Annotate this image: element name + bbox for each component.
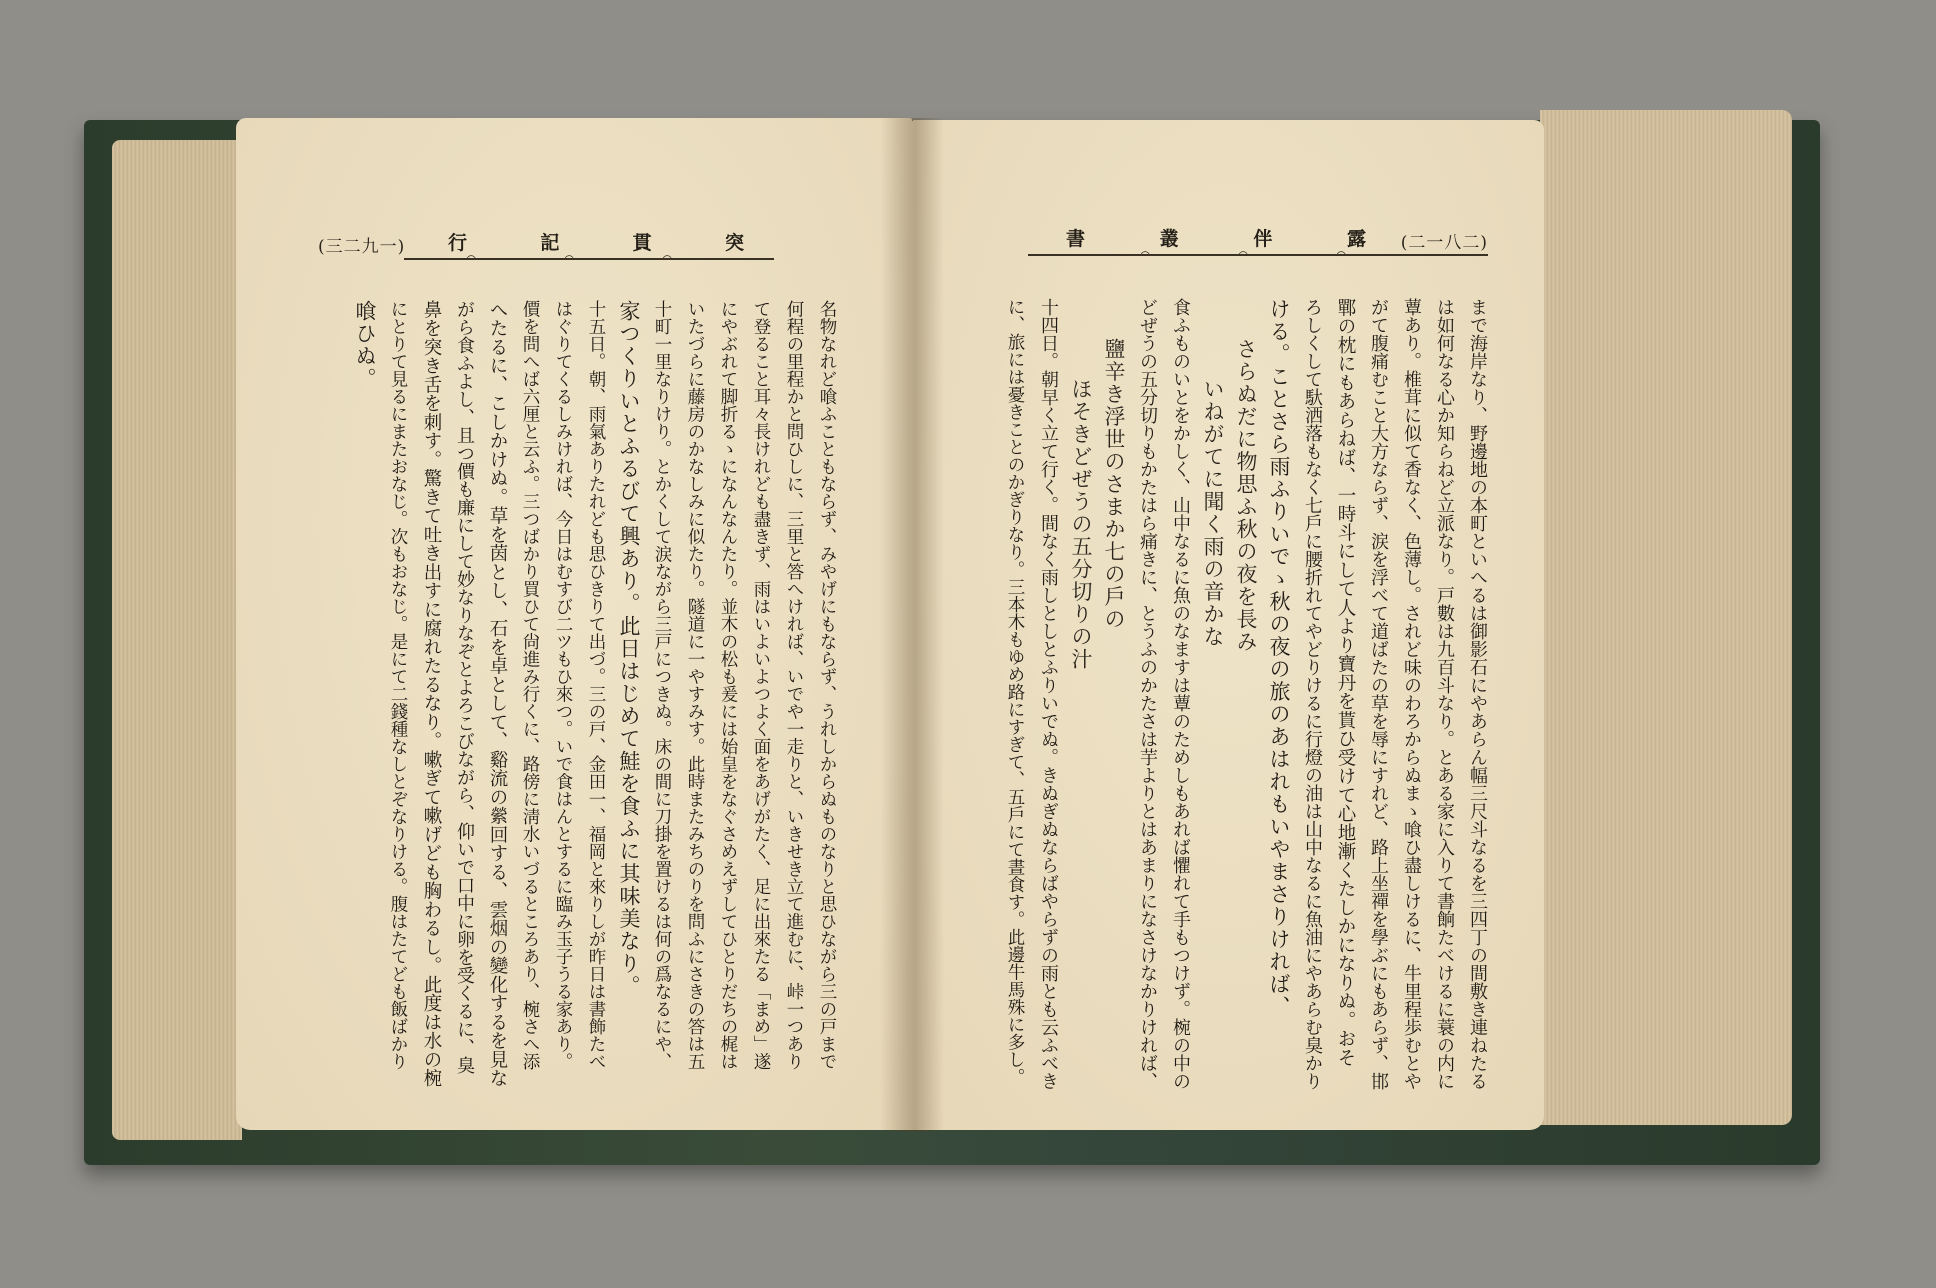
text-column: いたづらに藤房のかなしみに似たり。隧道に一やすみす。此時またみちのりを問ふにさきの答は五 xyxy=(685,300,705,1070)
title-char: 書 xyxy=(1066,228,1086,250)
header-rule xyxy=(1028,254,1488,256)
left-page-edges xyxy=(112,140,242,1140)
title-char: 伴 xyxy=(1253,228,1273,250)
header-rule xyxy=(404,258,774,260)
right-page-header xyxy=(1028,220,1488,268)
text-column: ける。ことさら雨ふりいでゝ秋の夜の旅のあはれもいやまさりければ、 xyxy=(1267,298,1291,1018)
right-running-title xyxy=(1066,224,1366,251)
ornament-icon: ◠ xyxy=(1336,248,1347,262)
text-column: に、旅には憂きことのかぎりなり。三本木もゆめ路にすぎて、五戶にて晝食す。此邊牛馬殊に多し。 xyxy=(1005,298,1025,1086)
text-column: 十四日。朝早く立て行く。間なく雨しとしとふりいでぬ。きぬぎぬならばやらずの雨とも云ふべき xyxy=(1038,298,1059,1090)
text-column: 十五日。朝、雨氣ありたれども思ひきりて出づ。三の戸、金田一、福岡と來りしが昨日は書飾たべ xyxy=(586,300,606,1070)
text-column: はぐりてくるしみければ、今日はむすび二ツもひ來つ。いで食はんとするに臨み玉子うる家あり。 xyxy=(553,300,573,1070)
text-column: 喰ひぬ。 xyxy=(353,300,377,390)
title-char: 貫 xyxy=(632,232,652,254)
right-page-edges xyxy=(1540,110,1792,1125)
text-column: 食ふものいとをかしく、山中なるに魚のなますは蕈のためしもあれば懼れて手もつけず。椀の中の xyxy=(1170,298,1191,1090)
ornament-icon: ◠ xyxy=(662,252,673,266)
title-char: 叢 xyxy=(1159,228,1179,250)
right-page-number: (二一八二) xyxy=(1400,233,1488,253)
poem-line: いねがてに聞く雨の音かな xyxy=(1201,378,1225,648)
text-column: まで海岸なり、野邊地の本町といへるは御影石にやあらん幅三尺斗なるを三四丁の間敷き連ねたる xyxy=(1467,298,1488,1090)
left-page-header xyxy=(318,224,770,272)
ornament-icon: ◠ xyxy=(1140,248,1151,262)
text-column: ろしくして馱洒落もなく七戶に腰折れてやどりけるに行燈の油は山中なるに魚油にやあらむ臭かり xyxy=(1302,298,1323,1090)
title-char: 露 xyxy=(1346,228,1366,250)
poem-line: さらぬだに物思ふ秋の夜を長み xyxy=(1234,338,1258,653)
text-column: どぜうの五分切りもかたはら痛きに、とうふのかたさは芋よりとはあまりになさけなかりければ、 xyxy=(1137,298,1158,1090)
poem-line: 鹽辛き浮世のさまか七の戶の xyxy=(1102,338,1126,631)
text-column: は如何なる心か知らねど立派なり。戸數は九百斗なり。とある家に入りて書餉たべけるに蓑の内に xyxy=(1434,298,1455,1090)
text-column: がて腹痛むこと大方ならず、涙を浮べて道ばたの草を辱にすれど、路上坐禪を學ぶにもあらず、邯 xyxy=(1368,298,1389,1090)
ornament-icon: ◠ xyxy=(466,252,477,266)
title-char: 行 xyxy=(448,232,468,254)
text-column: にやぶれて脚折るゝになんなんたり。並木の松も爰には始皇をなぐさめえずしてひとりだちの梶は xyxy=(718,300,738,1070)
text-column: 蕈あり。椎茸に似て香なく、色薄し。されど味のわろからぬまゝ喰ひ盡しけるに、牛里程歩むとや xyxy=(1401,298,1422,1090)
poem-line: ほそきどぜうの五分切りの汁 xyxy=(1069,378,1093,671)
left-running-title xyxy=(448,228,744,255)
title-char: 記 xyxy=(540,232,560,254)
text-column: 十町一里なりけり。とかくして涙ながら三戸につきぬ。床の間に刀掛を置けるは何の爲なるにや、 xyxy=(652,300,672,1070)
text-column: 價を問へば六厘と云ふ。三つばかり買ひて尙進み行くに、路傍に淸水いづるところあり、椀さへ添 xyxy=(520,300,540,1070)
left-page-number: (三二九一) xyxy=(318,237,406,257)
text-column: 家つくりいとふるびて興あり。此日はじめて鮭を食ふに其味美なり。 xyxy=(617,300,641,998)
text-column: 鼻を突き舌を刺す。驚きて吐き出すに腐れたるなり。嗽ぎて嗽げども胸わるし。此度は水の椀 xyxy=(421,300,442,1088)
text-column: 何程の里程かと問ひしに、三里と答へければ、いでや一走りと、いきせき立て進むに、峠一つあり xyxy=(784,300,804,1070)
text-column: 鄲の枕にもあらねば、一時斗にして人より寶丹を貰ひ受けて心地漸くたしかになりぬ。おそ xyxy=(1335,298,1356,1067)
ornament-icon: ◠ xyxy=(564,252,575,266)
text-column: 名物なれど喰ふこともならず、みやげにもならず、うれしからぬものなりと思ひながら三の戸まで xyxy=(817,300,837,1070)
text-column: がら食ふよし、且つ價も廉にして妙なりなぞとよろこびながら、仰いで口中に卵を受くるに、臭 xyxy=(454,300,475,1074)
ornament-icon: ◠ xyxy=(1238,248,1249,262)
book-gutter xyxy=(880,118,944,1132)
text-column: て登ること耳々長けれども盡きず、雨はいよいよつよく面をあげがたく、足に出來たる「まめ」遂 xyxy=(751,300,771,1070)
title-char: 突 xyxy=(724,232,744,254)
text-column: へたるに、こしかけぬ。草を茵とし、石を卓として、谿流の縈回する、雲烟の變化するを見な xyxy=(487,300,508,1088)
text-column: にとりて見るにまたおなじ。次もおなじ。是にて二錢種なしとぞなりける。腹はたてども飯ばかり xyxy=(388,300,408,1070)
